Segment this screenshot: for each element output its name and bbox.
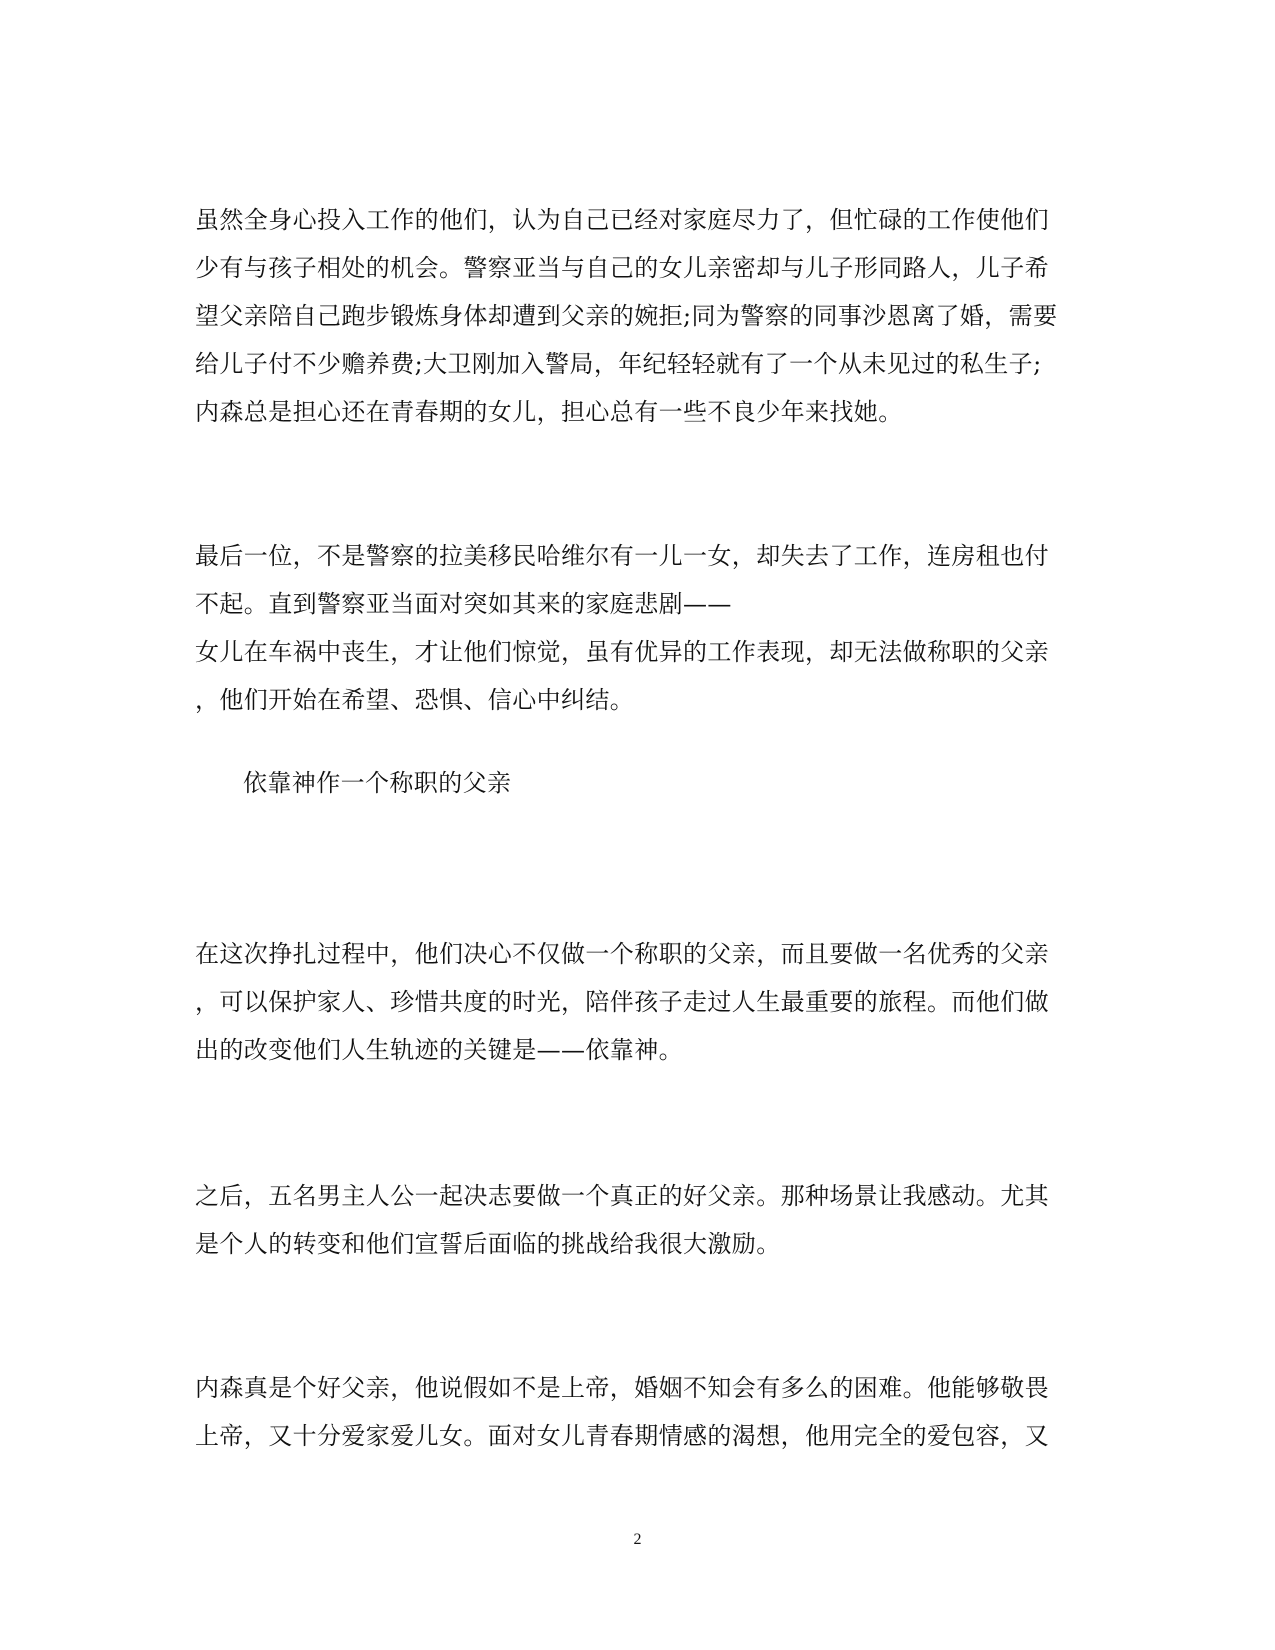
paragraph-1-line-3: 望父亲陪自己跑步锻炼身体却遭到父亲的婉拒;同为警察的同事沙恩离了婚，需要 [195, 302, 1058, 330]
paragraph-4-line-2: 是个人的转变和他们宣誓后面临的挑战给我很大激励。 [195, 1230, 781, 1258]
page-number: 2 [633, 1531, 642, 1548]
paragraph-5-line-2: 上帝，又十分爱家爱儿女。面对女儿青春期情感的渴想，他用完全的爱包容，又 [195, 1422, 1049, 1450]
paragraph-3-line-3: 出的改变他们人生轨迹的关键是——依靠神。 [195, 1036, 683, 1064]
paragraph-5-line-1: 内森真是个好父亲，他说假如不是上帝，婚姻不知会有多么的困难。他能够敬畏 [195, 1374, 1049, 1402]
paragraph-3-line-2: ，可以保护家人、珍惜共度的时光，陪伴孩子走过人生最重要的旅程。而他们做 [195, 988, 1049, 1016]
paragraph-4-line-1: 之后，五名男主人公一起决志要做一个真正的好父亲。那种场景让我感动。尤其 [195, 1182, 1049, 1210]
paragraph-2-line-4: ，他们开始在希望、恐惧、信心中纠结。 [195, 686, 635, 714]
paragraph-2-line-1: 最后一位，不是警察的拉美移民哈维尔有一儿一女，却失去了工作，连房租也付 [195, 542, 1049, 570]
paragraph-1-line-5: 内森总是担心还在青春期的女儿，担心总有一些不良少年来找她。 [195, 398, 903, 426]
paragraph-1-line-4: 给儿子付不少赡养费;大卫刚加入警局，年纪轻轻就有了一个从未见过的私生子; [195, 350, 1042, 378]
paragraph-2-line-2: 不起。直到警察亚当面对突如其来的家庭悲剧—— [195, 590, 732, 618]
section-heading: 依靠神作一个称职的父亲 [243, 769, 512, 797]
paragraph-1-line-2: 少有与孩子相处的机会。警察亚当与自己的女儿亲密却与儿子形同路人，儿子希 [195, 254, 1049, 282]
paragraph-2-line-3: 女儿在车祸中丧生，才让他们惊觉，虽有优异的工作表现，却无法做称职的父亲 [195, 638, 1049, 666]
paragraph-3-line-1: 在这次挣扎过程中，他们决心不仅做一个称职的父亲，而且要做一名优秀的父亲 [195, 940, 1049, 968]
paragraph-1-line-1: 虽然全身心投入工作的他们，认为自己已经对家庭尽力了，但忙碌的工作使他们 [195, 206, 1049, 234]
